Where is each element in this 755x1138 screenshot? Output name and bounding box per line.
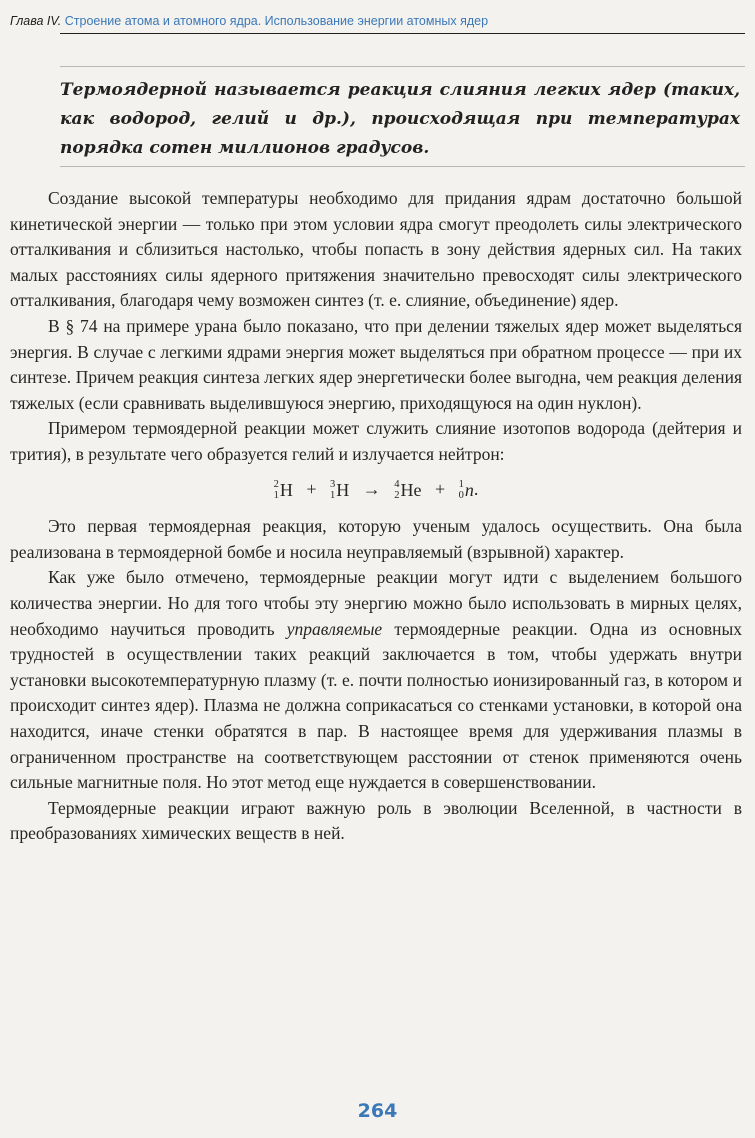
equation-period: . — [473, 478, 479, 499]
chapter-label: Глава IV. — [10, 14, 62, 28]
element-symbol: He — [400, 479, 422, 500]
charge-number: 2 — [394, 490, 400, 502]
mass-number: 2 — [273, 479, 279, 491]
fusion-equation — [10, 468, 742, 515]
isotope-helium — [394, 478, 421, 504]
reaction-arrow: → — [362, 478, 381, 499]
isotope-tritium — [330, 478, 349, 504]
element-symbol: n — [464, 479, 474, 500]
paragraph: В § 74 на примере урана было показано, что при делении тяжелых ядер может выделяться энергия. В случае с легкими ядрами энергия может выделяться при обратном процессе — при их синтезе. Причем реакция синтеза легких ядер энергетически более выгодна, чем реакция деления тяжелых (если сравнивать выделившуюся энергию, приходящуюся на один нуклон). — [10, 315, 742, 413]
paragraph: Примером термоядерной реакции может служить слияние изотопов водорода (дейтерия и трития), в результате чего образуется гелий и излучается нейтрон: — [10, 418, 742, 464]
definition-top-rule — [60, 66, 745, 67]
definition-box: Термоядерной называется реакция слияния легких ядер (таких, как водород, гелий и др.), происходящая при температурах порядка сотен миллионов градусов. — [60, 80, 740, 158]
charge-number: 1 — [273, 490, 279, 502]
emphasis-term: управляемые — [286, 618, 383, 639]
plus-sign: + — [306, 478, 317, 499]
paragraph-text: Как уже было отмечено, термоядерные реакции могут идти с выделением большого количества энергии. Но для того чтобы эту энергию можно было использовать в мирных целях, необходимо научиться проводить — [10, 567, 742, 639]
mass-number: 3 — [330, 479, 336, 491]
paragraph: Создание высокой температуры необходимо для придания ядрам достаточно большой кинетической энергии — только при этом условии ядра смогут преодолеть силы электрического отталкивания и сблизиться настолько, чтобы попасть в зону действия ядерных сил. На таких малых расстояниях силы ядерного притяжения значительно превосходят силы электрического отталкивания, благодаря чему возможен синтез (т. е. слияние, объединение) ядер. — [10, 188, 742, 311]
element-symbol: H — [279, 479, 293, 500]
charge-number: 0 — [458, 490, 464, 502]
paragraph-text: термоядерные реакции. Одна из основных трудностей в осуществлении таких реакций заключается в том, чтобы удержать внутри установки высокотемпературную плазму (т. е. почти полностью ионизированный газ, в котором и происходит синтез ядер). Плазма не должна соприкасаться со стенками установки, в которой она находится, иначе стенки обратятся в пар. В настоящее время для удерживания плазмы в ограниченном пространстве на соответствующем расстоянии от стенок применяются очень сильные магнитные поля. Но этот метод еще нуждается в совершенствовании. — [10, 618, 742, 793]
main-text — [10, 186, 742, 847]
page-number: 264 — [357, 1100, 398, 1122]
running-header — [10, 14, 745, 34]
paragraph — [10, 565, 742, 795]
element-symbol: H — [336, 479, 350, 500]
paragraph: Термоядерные реакции играют важную роль в эволюции Вселенной, в частности в преобразованиях химических веществ в ней. — [10, 797, 742, 844]
header-rule — [60, 33, 745, 34]
mass-number: 1 — [458, 479, 464, 491]
charge-number: 1 — [330, 490, 336, 502]
isotope-deuterium — [274, 478, 293, 504]
plus-sign: + — [435, 478, 446, 499]
chapter-title: Строение атома и атомного ядра. Использование энергии атомных ядер — [64, 14, 489, 28]
mass-number: 4 — [394, 479, 400, 491]
paragraph: Это первая термоядерная реакция, которую ученым удалось осуществить. Она была реализована в термоядерной бомбе и носила неуправляемый (взрывной) характер. — [10, 516, 742, 562]
definition-bottom-rule — [60, 166, 745, 167]
particle-neutron — [459, 478, 474, 504]
